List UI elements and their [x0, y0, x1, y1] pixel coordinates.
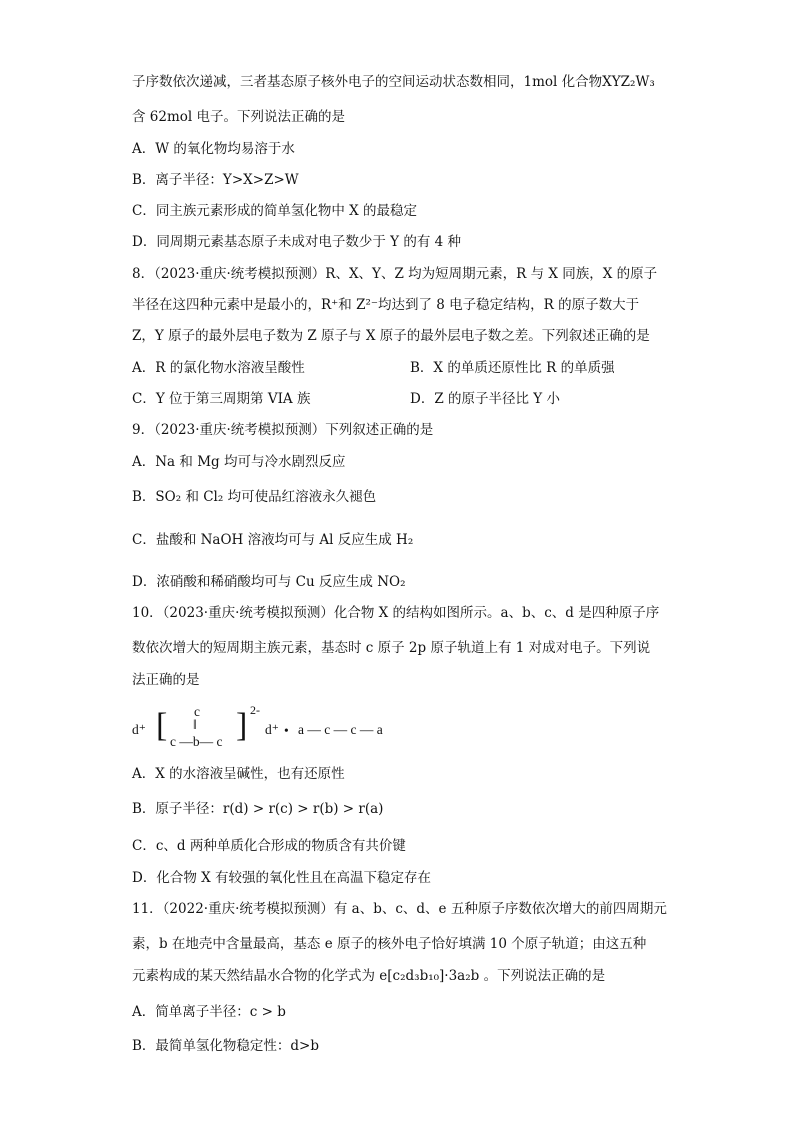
question-8-text: 半径在这四种元素中是最小的，R⁺和 Z²⁻均达到了 8 电子稳定结构，R 的原子数大于 [132, 297, 640, 313]
question-10-text: 法正确的是 [132, 672, 200, 688]
question-11-text: 元素构成的某天然结晶水合物的化学式为 e[c₂d₃b₁₀]·3a₂b 。下列说法正确的是 [132, 968, 606, 984]
double-bond: ‖ [193, 717, 197, 732]
left-bracket: [ [156, 707, 168, 744]
option-d: D．浓硝酸和稀硝酸均可与 Cu 反应生成 NO₂ [132, 574, 406, 590]
option-c: C．c、d 两种单质化合形成的物质含有共价键 [132, 838, 406, 854]
cation-label: d⁺ [265, 722, 279, 737]
option-c: C．同主族元素形成的简单氢化物中 X 的最稳定 [132, 203, 418, 219]
cation-label: d⁺ [132, 722, 146, 737]
option-b: B．离子半径：Y>X>Z>W [132, 172, 299, 188]
option-a: A．W 的氧化物均易溶于水 [132, 141, 295, 157]
anion-chain: c —b— c [170, 734, 223, 749]
question-8-text: Z，Y 原子的最外层电子数为 Z 原子与 X 原子的最外层电子数之差。下列叙述正确的是 [132, 328, 650, 344]
option-d: D．Z 的原子半径比 Y 小 [410, 391, 560, 407]
option-a: A．R 的氯化物水溶液呈酸性 [132, 360, 305, 376]
option-b: B．原子半径：r(d) > r(c) > r(b) > r(a) [132, 801, 384, 817]
option-a: A．简单离子半径：c > b [132, 1004, 286, 1020]
structure-diagram [132, 700, 412, 760]
question-10-text: 数依次增大的短周期主族元素，基态时 c 原子 2p 原子轨道上有 1 对成对电子。下列说 [132, 640, 651, 656]
option-b: B．SO₂ 和 Cl₂ 均可使品红溶液永久褪色 [132, 489, 377, 505]
question-11: 11．（2022·重庆·统考模拟预测）有 a、b、c、d、e 五种原子序数依次增大的前四周期元 [132, 901, 667, 917]
top-atom-label: c [194, 704, 200, 719]
text-line: 含 62mol 电子。下列说法正确的是 [132, 109, 346, 125]
option-d: D．同周期元素基态原子未成对电子数少于 Y 的有 4 种 [132, 234, 461, 250]
question-8: 8．（2023·重庆·统考模拟预测）R、X、Y、Z 均为短周期元素，R 与 X 同族，X 的原子 [132, 266, 658, 282]
question-11-text: 素，b 在地壳中含量最高，基态 e 原子的核外电子恰好填满 10 个原子轨道；由这五种 [132, 936, 647, 952]
right-bracket: ] [236, 707, 248, 744]
option-d: D．化合物 X 有较强的氧化性且在高温下稳定存在 [132, 870, 432, 886]
question-10: 10．（2023·重庆·统考模拟预测）化合物 X 的结构如图所示。a、b、c、d 是四种原子序 [132, 605, 660, 621]
question-9: 9．（2023·重庆·统考模拟预测）下列叙述正确的是 [132, 422, 434, 438]
option-a: A．Na 和 Mg 均可与冷水剧烈反应 [132, 454, 346, 470]
option-c: C．盐酸和 NaOH 溶液均可与 Al 反应生成 H₂ [132, 532, 414, 548]
radical-chain: a — c — c — a [298, 722, 383, 737]
charge-label: 2- [250, 703, 260, 717]
text-line: 子序数依次递减，三者基态原子核外电子的空间运动状态数相同，1mol 化合物XYZ₂W₃ [132, 74, 655, 90]
option-a: A．X 的水溶液呈碱性，也有还原性 [132, 766, 345, 782]
radical-dot: • [284, 723, 289, 738]
option-b: B．最简单氢化物稳定性：d>b [132, 1038, 320, 1054]
option-b: B．X 的单质还原性比 R 的单质强 [410, 360, 615, 376]
option-c: C．Y 位于第三周期第 VIA 族 [132, 391, 311, 407]
